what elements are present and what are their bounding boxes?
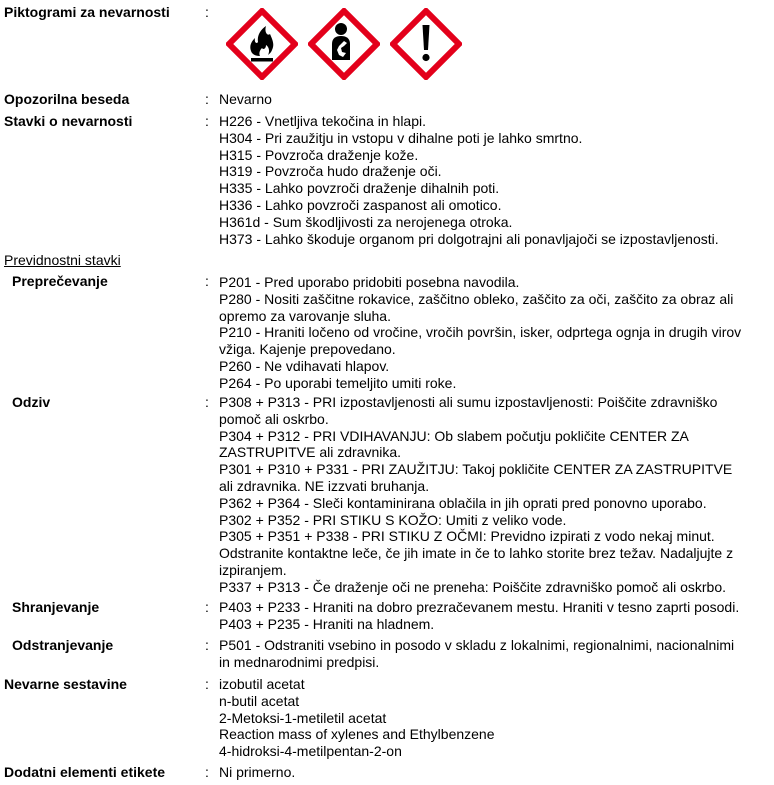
colon: : [205,4,209,20]
storage-label: Shranjevanje [12,599,100,615]
colon: : [205,394,209,410]
colon: : [205,599,209,615]
health-hazard-pictogram-icon [308,8,380,80]
hazard-statements-list: H226 - Vnetljiva tekočina in hlapi. H304 - Pri zaužitju in vstopu v dihalne poti je lahko smrtno. H315 - Povzroča draženje kože. H319 - Povzroča hudo draženje oči. H335 - Lahko povzroči draženje dihalnih poti. H336 - Lahko povzroči zaspanost ali omotico. H361d - Sum škodljivosti za nerojenega otroka. H373 - Lahko škoduje organom pri dolgotrajni ali ponavljajoči se izpostavljenosti. [219,113,719,247]
exclamation-mark-pictogram-icon [390,8,462,80]
colon: : [205,113,209,129]
colon: : [205,676,209,692]
signal-word-value: Nevarno [219,91,272,107]
flame-pictogram-icon [226,8,298,80]
disposal-label: Odstranjevanje [12,637,114,653]
colon: : [205,273,209,289]
storage-statements: P403 + P233 - Hraniti na dobro prezračevanem mestu. Hraniti v tesno zaprti posodi. P403 + P235 - Hraniti na hladnem. [219,599,740,632]
precautionary-statements-heading: Previdnostni stavki [4,252,121,268]
response-label: Odziv [12,394,51,410]
disposal-statements: P501 - Odstraniti vsebino in posodo v skladu z lokalnimi, regionalnimi, nacionalnimi in mednarodnimi predpisi. [219,637,735,670]
colon: : [205,764,209,780]
response-statements: P308 + P313 - PRI izpostavljenosti ali sumu izpostavljenosti: Poiščite zdravniško pomoč ali oskrbo. P304 + P312 - PRI VDIHAVANJU: Ob slabem počutju pokličite CENTER ZA ZASTRUPITVE ali zdravnika. P301 + P310 + P331 - PRI ZAUŽITJU: Takoj pokličite CENTER ZA ZASTRUPITVE ali zdravnika. NE izzvati bruhanja. P362 + P364 - Sleči kontaminirana oblačila in jih oprati pred ponovno uporabo. P302 + P352 - PRI STIKU S KOŽO: Umiti z veliko vode. P305 + P351 + P338 - PRI STIKU Z OČMI: Previdno izpirati z vodo nekaj minut. Odstranite kontaktne leče, če jih imate in če to lahko storite brez težav. Nadaljujte z izpiranjem. P337 + P313 - Če draženje oči ne preneha: Poiščite zdravniško pomoč ali oskrbo. [219,394,734,595]
additional-elements-value: Ni primerno. [219,764,296,780]
pictograms-label: Piktogrami za nevarnosti [4,4,170,20]
signal-word-label: Opozorilna beseda [4,91,130,107]
prevention-statements: P201 - Pred uporabo pridobiti posebna navodila. P280 - Nositi zaščitne rokavice, zaščitno obleko, zaščito za oči, zaščito za obraz ali opremo za varovanje sluha. P210 - Hraniti ločeno od vročine, vročih površin, isker, odprtega ognja in drugih virov vžiga. Kajenje prepovedano. P260 - Ne vdihavati hlapov. P264 - Po uporabi temeljito umiti roke. [219,274,742,391]
prevention-label: Preprečevanje [12,273,108,289]
hazardous-components-list: izobutil acetat n-butil acetat 2-Metoksi-1-metiletil acetat Reaction mass of xylenes and Ethylbenzene 4-hidroksi-4-metilpentan-2-on [219,676,495,760]
colon: : [205,91,209,107]
additional-elements-label: Dodatni elementi etikete [4,764,166,780]
hazard-statements-label: Stavki o nevarnosti [4,113,133,129]
colon: : [205,637,209,653]
hazardous-components-label: Nevarne sestavine [4,676,127,692]
